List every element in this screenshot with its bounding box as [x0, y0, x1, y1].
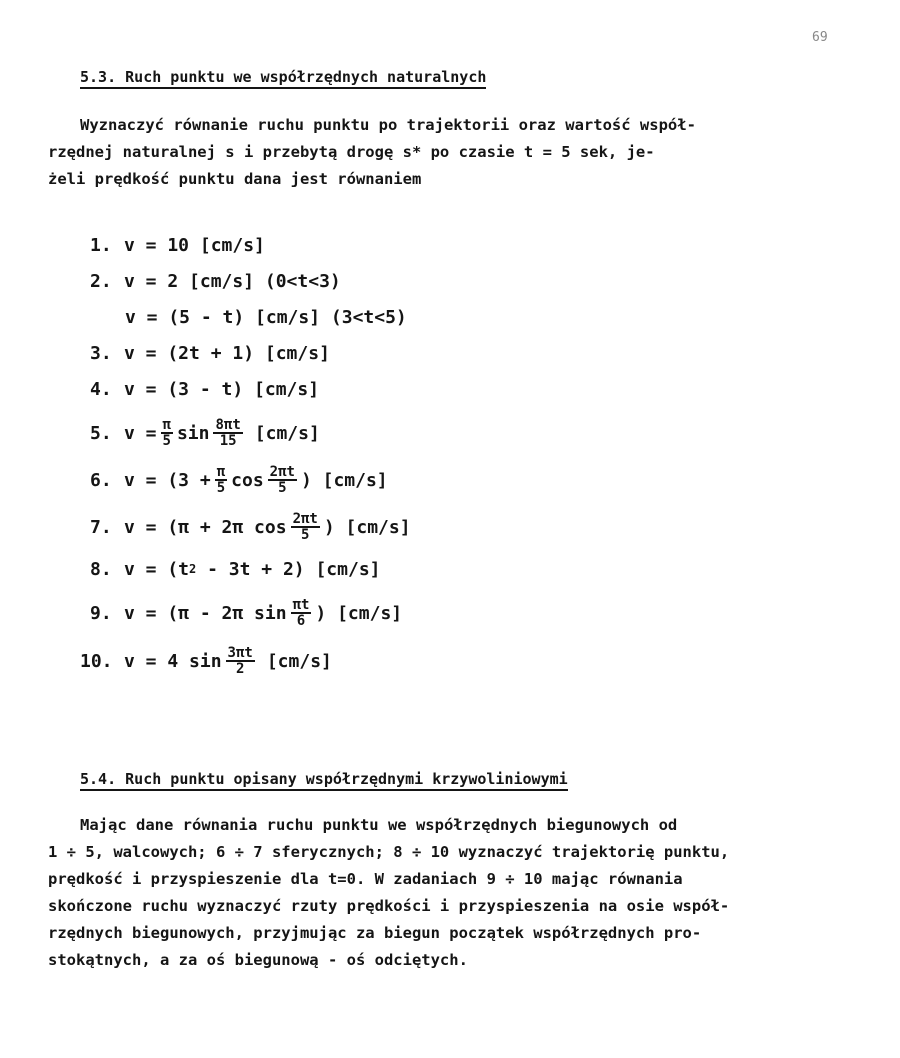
equation-text: v = (t	[124, 558, 190, 580]
body-line-1: Mając dane równania ruchu punktu we współrzędnych biegunowych od	[80, 816, 678, 834]
equation-number: 6.	[90, 469, 112, 491]
equation-5	[90, 418, 320, 448]
equation-3	[90, 338, 330, 368]
equation-number: 1.	[90, 234, 112, 256]
equation-text: - 3t + 2) [cm/s]	[196, 558, 381, 580]
fraction-numerator: π	[216, 464, 226, 480]
equation-10	[80, 645, 332, 677]
equation-number: 2.	[90, 270, 112, 292]
intro-line-1: Wyznaczyć równanie ruchu punktu po trajektorii oraz wartość współ-	[80, 116, 696, 134]
fraction-numerator: 3πt	[227, 645, 253, 661]
fraction	[291, 598, 312, 628]
equation-text: v = 2 [cm/s] (0<t<3)	[124, 270, 341, 292]
body-line-4: skończone ruchu wyznaczyć rzuty prędkości i przyspieszenia na osie współ-	[48, 897, 730, 915]
intro-line-2: rzędnej naturalnej s i przebytą drogę s* po czasie t = 5 sek, je-	[48, 143, 655, 161]
fraction	[291, 512, 320, 542]
equation-text: [cm/s]	[266, 650, 332, 672]
equation-text: ) [cm/s]	[315, 602, 403, 624]
equation-text: v = (π + 2π cos	[124, 516, 287, 538]
equation-number: 5.	[90, 422, 112, 444]
equation-9	[90, 598, 402, 628]
fraction-denominator: 15	[219, 433, 237, 449]
fraction	[213, 418, 242, 448]
equation-text: ) [cm/s]	[300, 469, 388, 491]
equation-4	[90, 374, 319, 404]
fraction-numerator: 2πt	[269, 464, 295, 480]
equation-7	[90, 512, 411, 542]
fraction-denominator: 5	[278, 480, 287, 496]
equation-number: 9.	[90, 602, 112, 624]
equation-text: v = (2t + 1) [cm/s]	[124, 342, 330, 364]
page-number: 69	[812, 30, 828, 45]
equation-text: v =	[124, 422, 157, 444]
equation-text: [cm/s]	[254, 422, 320, 444]
fraction-numerator: 2πt	[292, 511, 318, 527]
equation-text: v = 10 [cm/s]	[124, 234, 265, 256]
fraction-denominator: 6	[296, 613, 306, 629]
equation-6	[90, 465, 388, 495]
fraction-numerator: π	[162, 417, 171, 433]
equation-text: v = (5 - t) [cm/s] (3<t<5)	[125, 306, 407, 328]
equation-number: 7.	[90, 516, 112, 538]
superscript: 2	[189, 562, 197, 576]
equation-text: sin	[176, 422, 210, 444]
fraction-denominator: 5	[216, 480, 226, 496]
equation-text: v = (π - 2π sin	[124, 602, 287, 624]
equation-text: cos	[231, 469, 264, 491]
body-line-3: prędkość i przyspieszenie dla t=0. W zadaniach 9 ÷ 10 mając równania	[48, 870, 683, 888]
body-line-6: stokątnych, a za oś biegunową - oś odciętych.	[48, 951, 468, 969]
equation-number: 8.	[90, 558, 112, 580]
fraction	[226, 646, 255, 676]
equation-text: v = 4 sin	[124, 650, 222, 672]
equation-number: 3.	[90, 342, 112, 364]
equation-text: v = (3 - t) [cm/s]	[124, 378, 320, 400]
equation-number: 10.	[80, 650, 113, 672]
equation-2-continued	[125, 302, 407, 332]
fraction-denominator: 5	[162, 433, 171, 449]
section-heading-5-3: 5.3. Ruch punktu we współrzędnych naturalnych	[80, 68, 486, 89]
equation-text: v = (3 +	[124, 469, 211, 491]
body-line-5: rzędnych biegunowych, przyjmując za biegun początek współrzędnych pro-	[48, 924, 702, 942]
fraction-denominator: 5	[300, 527, 310, 543]
fraction-numerator: πt	[292, 597, 310, 613]
fraction	[268, 465, 297, 495]
equation-number: 4.	[90, 378, 112, 400]
body-line-2: 1 ÷ 5, walcowych; 6 ÷ 7 sferycznych; 8 ÷ 10 wyznaczyć trajektorię punktu,	[48, 843, 730, 861]
section-heading-5-4: 5.4. Ruch punktu opisany współrzędnymi krzywoliniowymi	[80, 770, 568, 791]
fraction	[215, 465, 227, 495]
fraction-numerator: 8πt	[215, 417, 241, 433]
equation-text: ) [cm/s]	[323, 516, 411, 538]
equation-1	[90, 230, 265, 260]
equation-8	[90, 554, 381, 584]
intro-line-3: żeli prędkość punktu dana jest równaniem	[48, 170, 422, 188]
fraction	[161, 418, 173, 448]
fraction-denominator: 2	[235, 661, 245, 677]
equation-2	[90, 266, 341, 296]
